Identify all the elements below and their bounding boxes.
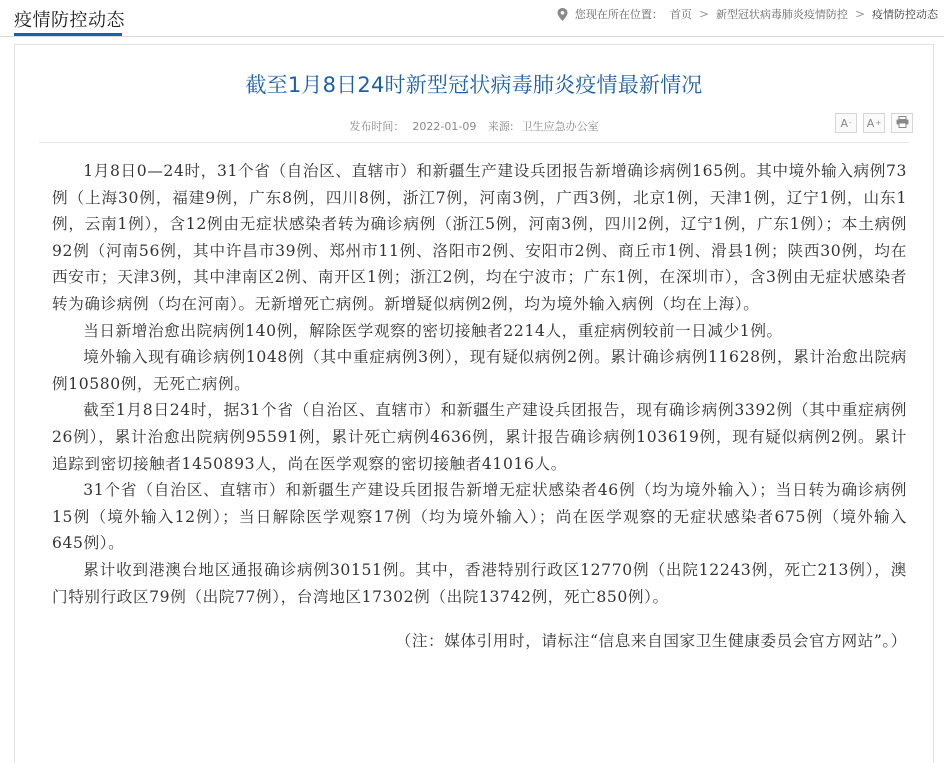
article-container [14, 44, 934, 763]
font-increase-button[interactable]: A + [863, 113, 885, 133]
paragraph: 截至1月8日24时，据31个省（自治区、直辖市）和新疆生产建设兵团报告，现有确诊病例3392例（其中重症病例26例），累计治愈出院病例95591例，累计死亡病例4636例，累计报告确诊病例103619例，现有疑似病例2例。累计追踪到密切接触者1450893人，尚在医学观察的密切接触者41016人。 [52, 401, 907, 473]
font-increase-label: A [866, 116, 875, 130]
breadcrumb-current[interactable]: 疫情防控动态 [872, 8, 938, 21]
publish-date: 2022-01-09 [412, 120, 477, 133]
font-decrease-button[interactable]: A - [835, 113, 857, 133]
paragraph: 31个省（自治区、直辖市）和新疆生产建设兵团报告新增无症状感染者46例（均为境外输入）；当日转为确诊病例15例（境外输入12例）；当日解除医学观察17例（均为境外输入）；尚在医学观察的无症状感染者675例（境外输入645例）。 [52, 481, 907, 553]
meta-divider [39, 142, 909, 143]
location-pin-icon [557, 8, 568, 21]
font-decrease-label: A [840, 116, 848, 130]
breadcrumb-separator: > [854, 7, 865, 21]
top-bar [0, 0, 944, 37]
paragraph: 当日新增治愈出院病例140例，解除医学观察的密切接触者2214人，重症病例较前一日减少1例。 [83, 321, 783, 340]
article-tools [835, 113, 913, 133]
publish-label: 发布时间： [349, 120, 405, 133]
breadcrumb [557, 6, 938, 22]
paragraph: 境外输入现有确诊病例1048例（其中重症病例3例），现有疑似病例2例。累计确诊病例11628例，累计治愈出院病例10580例，无死亡病例。 [52, 348, 907, 393]
source-label: 来源: [487, 120, 514, 133]
print-button[interactable] [891, 113, 913, 133]
article-title: 截至1月8日24时新型冠状病毒肺炎疫情最新情况 [245, 73, 703, 97]
print-icon [896, 116, 909, 131]
breadcrumb-covid-link[interactable]: 新型冠状病毒肺炎疫情防控 [715, 8, 848, 21]
breadcrumb-separator: > [698, 7, 709, 21]
breadcrumb-prefix: 您现在所在位置： [574, 8, 663, 21]
paragraph: 1月8日0—24时，31个省（自治区、直辖市）和新疆生产建设兵团报告新增确诊病例165例。其中境外输入病例73例（上海30例，福建9例，广东8例，四川8例，浙江7例，河南3例，广西3例，北京1例，天津1例，辽宁1例，山东1例，云南1例），含12例由无症状感染者转为确诊病例（浙江5例，河南3例，四川2例，辽宁1例，广东1例）；本土病例92例（河南56例，其中许昌市39例、郑州市11例、洛阳市2例、安阳市2例、商丘市1例、滑县1例；陕西30例，均在西安市；天津3例，其中津南区2例、南开区1例；浙江2例，均在宁波市；广东1例，在深圳市），含3例由无症状感染者转为确诊病例（均在河南）。无新增死亡病例。新增疑似病例2例，均为境外输入病例（均在上海）。 [52, 162, 907, 313]
citation-note: （注：媒体引用时，请标注“信息来自国家卫生健康委员会官方网站”。） [395, 632, 907, 651]
section-title: 疫情防控动态 [14, 10, 125, 31]
breadcrumb-home-link[interactable]: 首页 [669, 8, 692, 21]
article-body [52, 158, 907, 655]
source-value: 卫生应急办公室 [521, 120, 599, 133]
paragraph: 累计收到港澳台地区通报确诊病例30151例。其中，香港特别行政区12770例（出院12243例，死亡213例），澳门特别行政区79例（出院77例），台湾地区17302例（出院13742例，死亡850例）。 [52, 560, 907, 606]
section-title-underline [14, 33, 122, 36]
article-meta [15, 118, 933, 134]
